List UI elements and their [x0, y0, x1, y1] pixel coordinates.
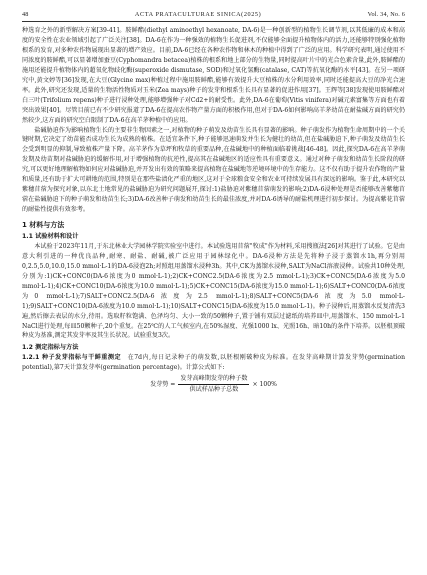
section-heading: 1 材料与方法	[22, 221, 65, 230]
subsection-heading: 1.2 测定指标与方法	[22, 344, 79, 352]
subsubsection-heading: 1.2.1 种子发芽指标与干鲜重测定	[22, 354, 122, 362]
formula-fraction	[178, 375, 249, 394]
intro-paragraph: 盐碱胁迫作为影响植物生长的主要非生物因素之一,对植物的种子萌发及幼苗生长具有显著的影响。种子萌发作为植物生命周期中的一个关键时期,它决定了幼苗能否成功生长为成熟的植株。在适宜条件下,种子能够迅速萌发并生长为健壮的幼苗,但在盐碱胁迫下,种子萌发及幼苗生长会受到明显的抑制,导致植株产量下降。高羊茅作为草坪和牧草的重要品种,在盐碱地中的种植面临着挑战[46-48]。因此,探究DA-6在高羊茅萌发期及幼苗期对盐碱胁迫的缓解作用,对于增强植物的抗逆性,提高其在盐碱地区的适应性具有重要意义。通过对种子萌发和幼苗生长阶段的研究,可以更好地理解植物如何应对盐碱胁迫,并开发出有效的策略来提高植物在盐碱地等逆境环境中的生存能力。这不仅有助于提升农作物的产量和质量,还有助于扩大可耕地的范围,特别是在那些盐渍化严重的地区,这对于全球粮食安全和农业可持续发展具有深远的影响。鉴于此,本研究以紫穗苜蓿为探究对象,以东北土地常见的盐碱胁迫为研究问题展开,探讨:1)盐胁迫对紫穗苜蓿萌发的影响;2)DA-6浸种处理是否能够改善紫穗苜蓿在盐碱胁迫下的种子萌发和幼苗生长;3)DA-6改善种子萌发和幼苗生长的最佳浓度,并对DA-6诱导的耐盐机理进行初步探讨。为提高紫花苜蓿的耐盐性提供有效参考。	[22, 126, 405, 214]
measurement-paragraph	[22, 353, 405, 373]
measurement-text: 在7d内,每日记录种子的萌发数,以胚根刚破种皮为标准。在发芽高峰期计算发芽势(germination potential),第7天计算发芽率(germination percentage)。计算公式如下:	[22, 354, 405, 372]
page-number: 48	[22, 10, 29, 18]
germination-formula	[22, 375, 405, 394]
intro-paragraph: 种选育之外的新型解决方案[39-41]。胺鲜酯(diethyl aminoethyl hexanoate, DA-6)是一种创新型的植物生长调节剂,以其低廉的成本和高度的安全性在农业领域引起了广泛关注[38]。DA-6在作为一种强效的植物生长促进剂,不仅能够全面提升植物体内的活力,还能够特别强化植物根系的发育,对多种农作物展现出显著的增产效应。目前,DA-6已经在各种农作物和林木的种植中得到了广泛的应用。科学研究表明,通过使用不同浓度的胺鲜酯,可以显著增加蚕豆(Cyphomandra betacea)植株的根系和地上部分的生物量,同时提高叶片中的光合色素含量,此外,胺鲜酯的施用还能提升植物体内的超氧化物歧化酶(superoxide dismutase, SOD)和过氧化氢酶(catalase, CAT)等抗氧化酶的水平[43]。在另一项研究中,黄文婷等[36]发现,在大豆(Glycine max)种植过程中施用胺鲜酯,能够有效提升大豆植株的水分利用效率,同时还能提高大豆的净光合速率。此外,研究还发现,适量的生物活性物质对玉米(Zea mays)种子的发芽和根系生长具有显著的促进作用[37]。王辉等[38]发现使用胺鲜酯对白三叶(Trifolium repens)种子进行浸种处理,能够增强种子对Cd2+的耐受性。此外,DA-6在葡萄(Vitis vinifera)对碱元素富集等方面也有着突出效果[40]。尽管目前已有不少研究报道了DA-6在提高农作物产量方面的积极作用,但对于DA-6如何影响高羊茅幼苗在耐盐碱方面的研究仍然较少,这方面的研究空白限制了DA-6在高羊茅种植中的应用。	[22, 27, 405, 124]
journal-title: ACTA PRATACULTURAE SINICA(2025)	[134, 10, 262, 18]
formula-lhs: 发芽势 =	[150, 380, 176, 388]
methods-paragraph: 本试验于2023年11月,于东北林业大学园林学院实验室中进行。本试验选用苜蓿"牧成"作为材料,采用搜瓶法[26]对其进行了试验。它是由意大利引进的一种优良品种,耐寒、耐盐、耐碱,被广泛应用于园林绿化中。DA-6浸种方法是先将种子浸于蒸馏水1h,再分别用0,2.5,5.0,10.0,15.0 mmol·L-1的DA-6浸泡2h;对照组用蒸馏水浸种3h。其中,CK为蒸馏水浸种,SALT为NaCl溶液浸种。试验共10种处理,分别为:1)CK+CONC0(DA-6浓度为0 mmol·L-1);2)CK+CONC2.5(DA-6浓度为2.5 mmol·L-1);3)CK+CONC5(DA-6浓度为5.0 mmol·L-1);4)CK+CONC10(DA-6浓度为10.0 mmol·L-1);5)CK+CONC15(DA-6浓度为15.0 mmol·L-1);6)SALT+CONC0(DA-6浓度为0 mmol·L-1);7)SALT+CONC2.5(DA-6浓度为2.5 mmol·L-1);8)SALT+CONC5(DA-6浓度为5.0 mmol·L-1);9)SALT+CONC10(DA-6浓度为10.0 mmol·L-1);10)SALT+CONC15(DA-6浓度为15.0 mmol·L-1)。种子浸种后,用蒸馏水反复清洗3遍,然后擦去表层的水分,待用。选取籽粒饱满、色泽均匀、大小一致的50颗种子,置于铺有双层过滤纸的培养皿中,用蒸馏水、150 mmol·L-1 NaCl进行处理,每皿50颗种子,20个重复。在25℃的人工气候室内,在50%湿度、光强1000 lx、光照16h、暗10h的条件下培养。以胚根顶破种皮为基准,测定其发芽率及其生长状况。试验重复3次。	[22, 242, 405, 340]
volume-issue: Vol. 34, No. 6	[367, 10, 405, 18]
formula-numerator: 发芽高峰期发芽的种子数	[178, 375, 249, 385]
header-rule	[22, 21, 405, 22]
formula-rhs: × 100%	[252, 380, 277, 388]
formula-denominator: 供试样品种子总数	[189, 386, 239, 394]
running-header	[22, 8, 405, 20]
article-body	[22, 26, 405, 394]
subsection-heading: 1.1 试验材料和设计	[22, 233, 79, 241]
